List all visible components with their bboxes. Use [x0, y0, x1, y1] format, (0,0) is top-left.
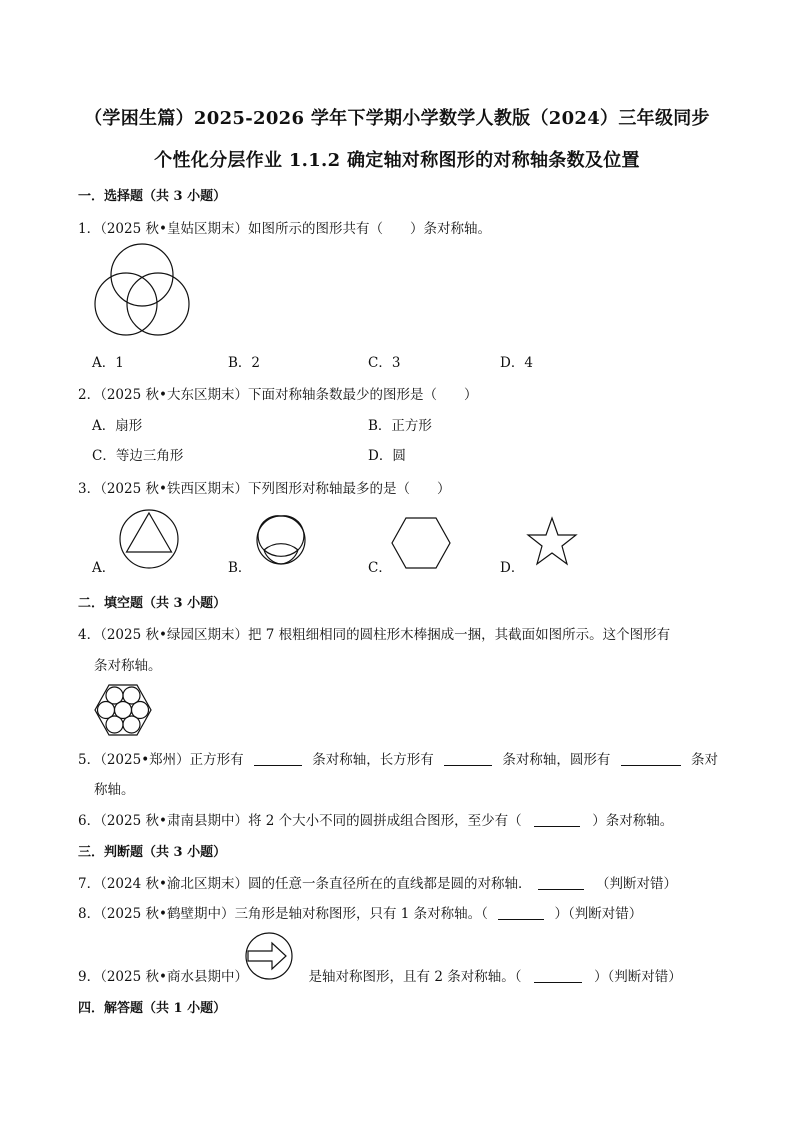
q9-blank[interactable]	[534, 968, 582, 983]
section-heading-fill: 二．填空题（共 3 小题）	[78, 596, 227, 611]
q5-blank-rectangle[interactable]	[444, 751, 492, 766]
section-heading-answer: 四．解答题（共 1 小题）	[78, 1001, 227, 1016]
section-heading-judge: 三．判断题（共 3 小题）	[78, 845, 227, 860]
question-7	[78, 872, 677, 892]
q9-text-1: 9．（2025 秋•商水县期中）	[78, 969, 248, 985]
q7-text-2: （判断对错）	[596, 876, 678, 892]
question-8	[78, 902, 642, 922]
q1-option-a: A．1	[92, 355, 124, 371]
question-9	[78, 965, 682, 985]
section-heading-choice: 一．选择题（共 3 小题）	[78, 189, 227, 204]
q8-text-2: ）（判断对错）	[554, 906, 643, 922]
q3-option-c: C．	[368, 560, 392, 576]
question-5-line2: 称轴。	[94, 782, 135, 798]
page-title-line1: （学困生篇）2025-2026 学年下学期小学数学人教版（2024）三年级同步	[84, 108, 710, 129]
q3-option-a: A．	[92, 560, 116, 576]
question-4-line2: 条对称轴。	[94, 658, 162, 674]
q5-text-2: 条对称轴，长方形有	[312, 752, 434, 768]
q1-option-b: B．2	[228, 355, 261, 371]
q2-option-a: A．扇形	[92, 418, 143, 434]
q2-option-d: D．圆	[368, 448, 406, 464]
question-1: 1．（2025 秋•皇姑区期末）如图所示的图形共有（ ）条对称轴。	[78, 221, 491, 237]
star-figure	[525, 516, 579, 568]
q8-text-1: 8．（2025 秋•鹤壁期中）三角形是轴对称图形，只有 1 条对称轴。（	[78, 906, 488, 922]
q2-option-c: C．等边三角形	[92, 448, 184, 464]
q8-blank[interactable]	[498, 905, 544, 920]
q1-option-c: C．3	[368, 355, 401, 371]
circle-with-triangle-figure	[118, 508, 180, 570]
q6-text-1: 6．（2025 秋•肃南县期中）将 2 个大小不同的圆拼成组合图形，至少有（	[78, 813, 522, 829]
q2-option-b: B．正方形	[368, 418, 432, 434]
q6-text-2: ）条对称轴。	[592, 813, 674, 829]
question-6	[78, 809, 673, 829]
q6-blank[interactable]	[534, 812, 580, 827]
q5-blank-circle[interactable]	[621, 751, 681, 766]
three-circles-figure	[90, 242, 194, 342]
q3-option-d: D．	[500, 560, 525, 576]
seven-circles-hexagon-figure	[92, 682, 154, 738]
question-4-line1: 4．（2025 秋•绿园区期末）把 7 根粗细相同的圆柱形木棒捆成一捆，其截面如图所示。这个图形有	[78, 627, 671, 643]
circle-with-arrow-figure	[244, 931, 294, 981]
q7-blank[interactable]	[538, 875, 584, 890]
q9-text-3: ）（判断对错）	[594, 969, 682, 985]
q3-option-b: B．	[228, 560, 252, 576]
hexagon-figure	[390, 516, 452, 570]
page-title-line2: 个性化分层作业 1.1.2 确定轴对称图形的对称轴条数及位置	[154, 150, 640, 171]
q7-text-1: 7．（2024 秋•渝北区期末）圆的任意一条直径所在的直线都是圆的对称轴．	[78, 876, 532, 892]
question-2: 2．（2025 秋•大东区期末）下面对称轴条数最少的图形是（ ）	[78, 387, 478, 403]
trefoil-figure	[250, 512, 312, 574]
question-5-line1	[78, 748, 718, 768]
q5-text-3: 条对称轴，圆形有	[502, 752, 611, 768]
question-3: 3．（2025 秋•铁西区期末）下列图形对称轴最多的是（ ）	[78, 481, 451, 497]
q5-blank-square[interactable]	[254, 751, 302, 766]
q5-text-4: 条对	[690, 752, 718, 768]
q1-option-d: D．4	[500, 355, 533, 371]
q9-text-2: 是轴对称图形，且有 2 条对称轴。（	[308, 969, 522, 985]
q5-text-1: 5．（2025•郑州）正方形有	[78, 752, 244, 768]
